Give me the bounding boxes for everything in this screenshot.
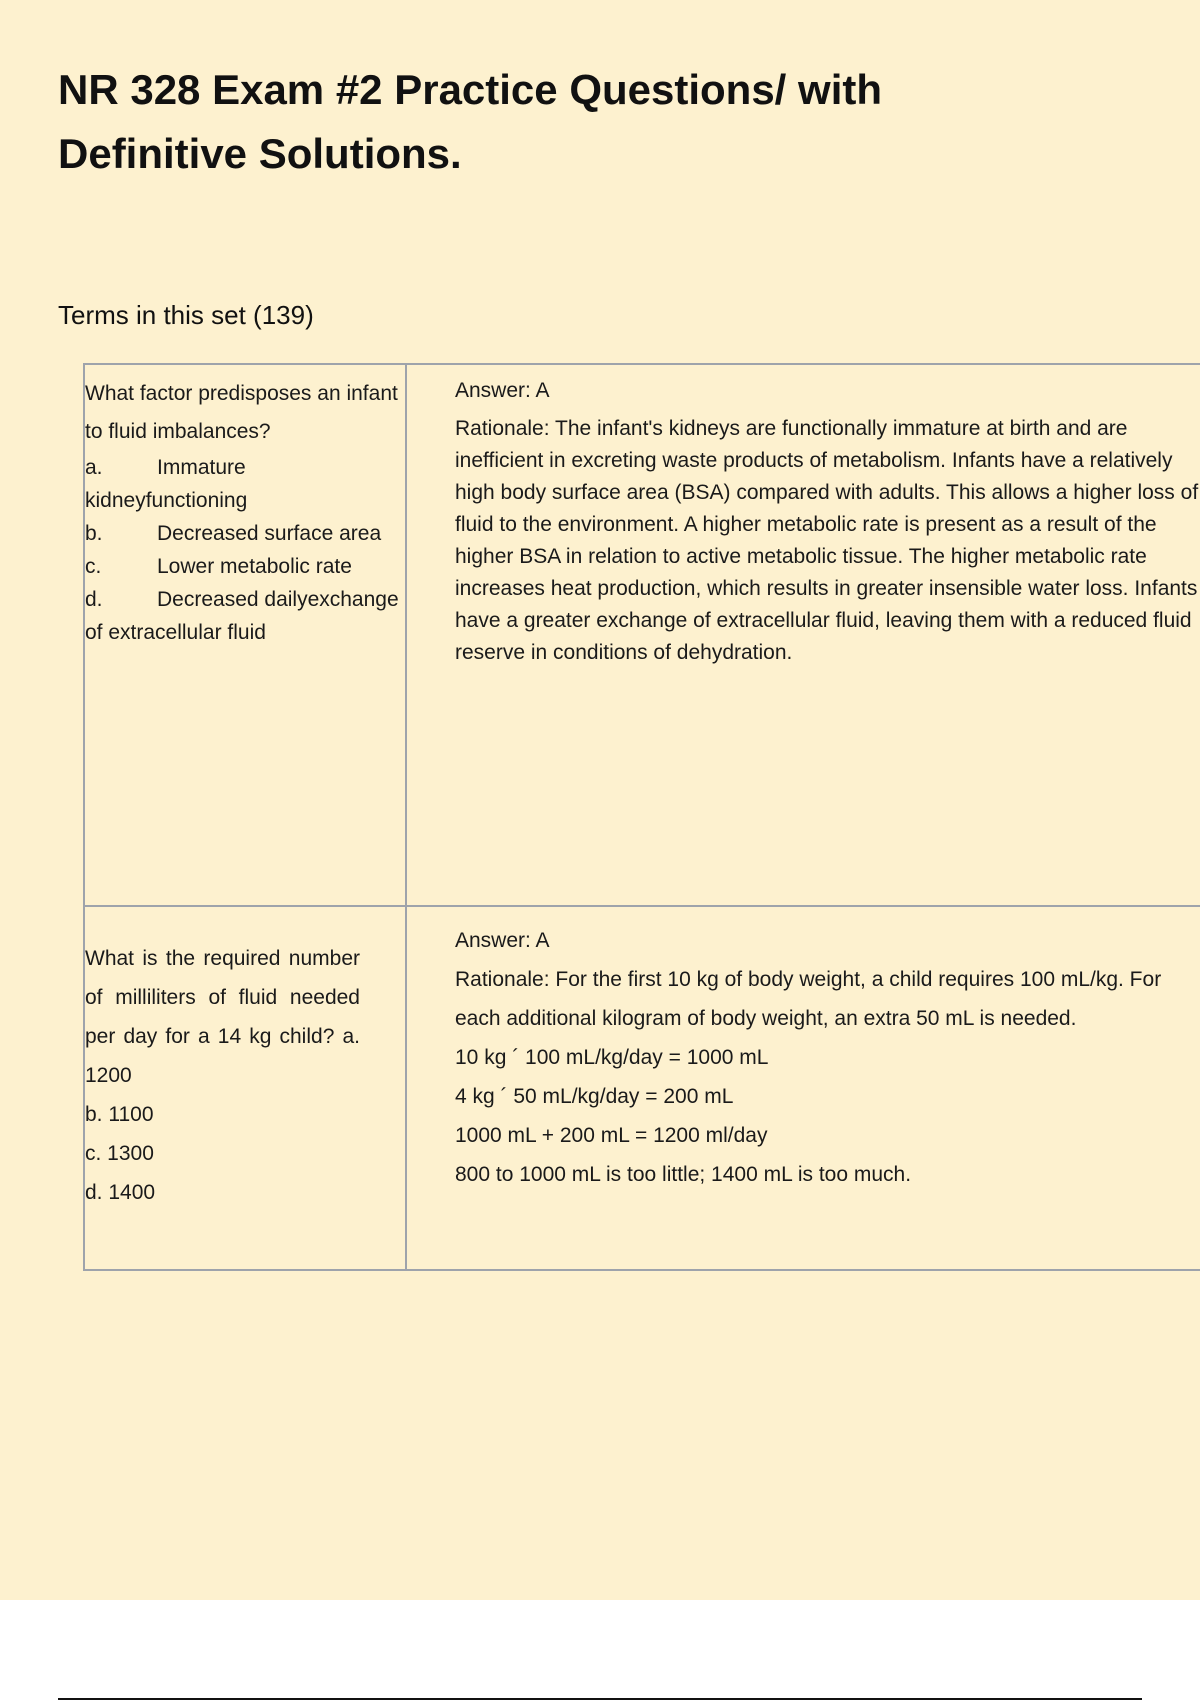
option-a — [85, 451, 405, 517]
option-d — [85, 583, 405, 649]
rationale-text: Rationale: The infant's kidneys are functionally immature at birth and are inefficient in excreting waste products of metabolism. Infants have a relatively high body surface area (BSA) compared with adults. This allows a higher loss of fluid to the environment. A higher metabolic rate is present as a result of the higher BSA in relation to active metabolic tissue. The higher metabolic rate increases heat production, which results in greater insensible water loss. Infants have a greater exchange of extracellular fluid, leaving them with a reduced fluid reserve in conditions of dehydration. — [455, 417, 1199, 664]
option-d: d. 1400 — [85, 1181, 156, 1204]
option-b — [85, 517, 405, 550]
answer-cell — [406, 906, 1200, 1270]
option-text: Decreased dailyexchange of extracellular fluid — [85, 588, 399, 644]
answer-text: Answer: A — [455, 929, 550, 952]
option-b: b. 1100 — [85, 1103, 154, 1126]
option-c: c. 1300 — [85, 1142, 154, 1165]
terms-count-label: Terms in this set (139) — [58, 300, 314, 330]
question-text: What factor predisposes an infant to fluid imbalances? — [85, 382, 398, 443]
option-letter: b. — [85, 522, 103, 545]
option-text: Lower metabolic rate — [157, 555, 352, 578]
table-row — [84, 906, 1200, 1270]
calculation-line: 10 kg ´ 100 mL/kg/day = 1000 mL — [455, 1046, 769, 1069]
document-title: NR 328 Exam #2 Practice Questions/ with Definitive Solutions. — [58, 66, 883, 177]
question-cell — [84, 364, 406, 906]
table-row — [84, 364, 1200, 906]
option-text: Immature kidneyfunctioning — [85, 456, 248, 512]
question-text: What is the required number of milliliters of fluid needed per day for a 14 kg child? a. 1200 — [85, 947, 360, 1087]
question-cell — [84, 906, 406, 1270]
option-text: Decreased surface area — [157, 522, 382, 545]
calculation-line: 4 kg ´ 50 mL/kg/day = 200 mL — [455, 1085, 734, 1108]
flashcard-table — [83, 363, 1200, 1271]
calculation-line: 1000 mL + 200 mL = 1200 ml/day — [455, 1124, 768, 1147]
answer-text: Answer: A — [455, 379, 550, 402]
option-letter: a. — [85, 456, 103, 479]
answer-cell — [406, 364, 1200, 906]
option-letter: c. — [85, 555, 102, 578]
option-c — [85, 550, 405, 583]
option-letter: d. — [85, 588, 103, 611]
rationale-text: Rationale: For the first 10 kg of body weight, a child requires 100 mL/kg. For each additional kilogram of body weight, an extra 50 mL is needed. — [455, 968, 1162, 1030]
rationale-conclusion: 800 to 1000 mL is too little; 1400 mL is too much. — [455, 1163, 912, 1186]
